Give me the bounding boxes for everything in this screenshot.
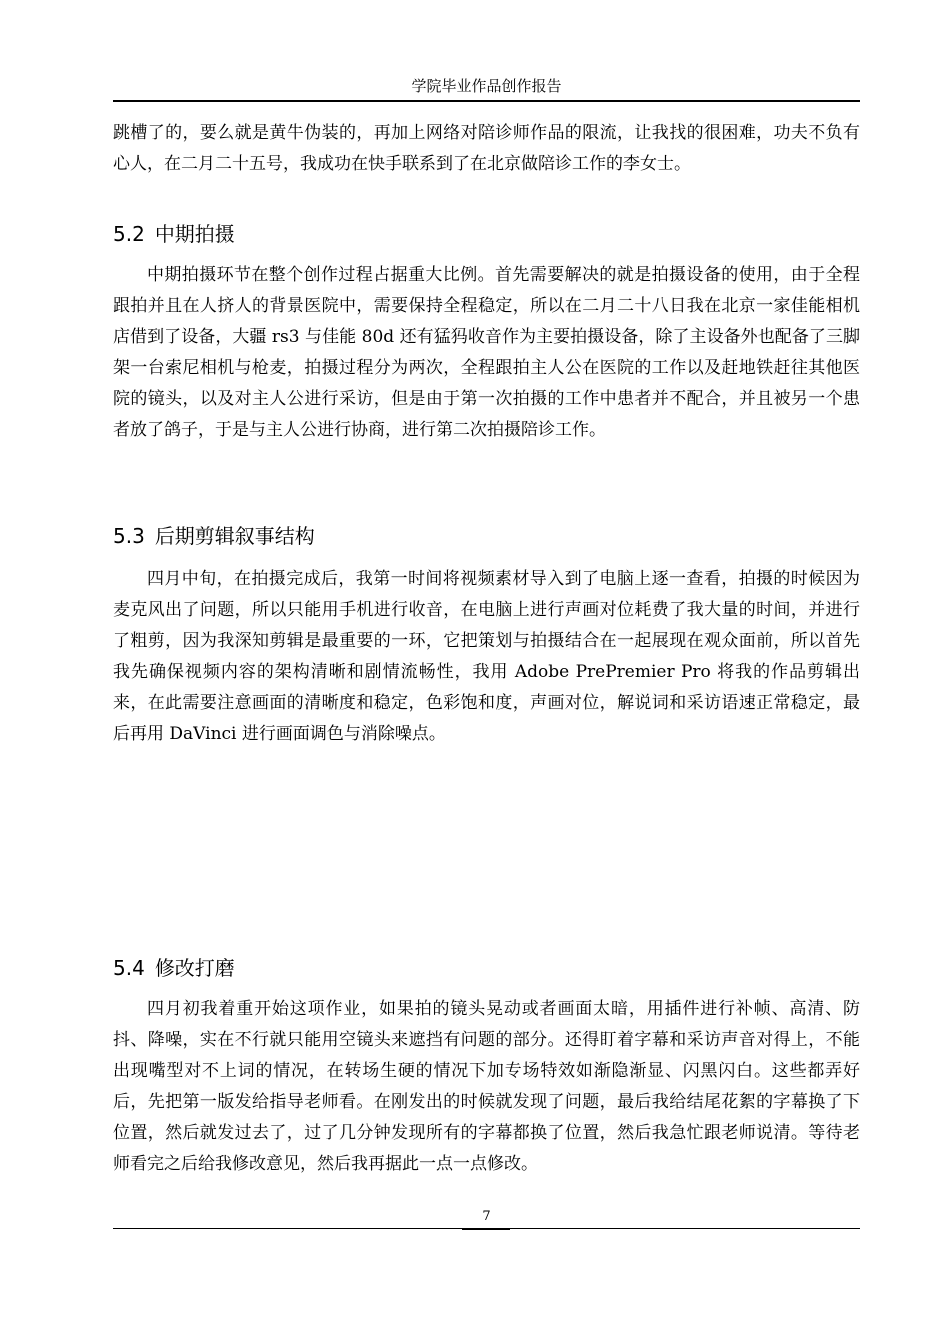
section-body-5-2: 中期拍摄环节在整个创作过程占据重大比例。首先需要解决的就是拍摄设备的使用，由于全程跟拍并且在人挤人的背景医院中，需要保持全程稳定，所以在二月二十八日我在北京一家佳能相机店借到了设备，大疆 rs3 与佳能 80d 还有猛犸收音作为主要拍摄设备，除了主设备外也配备了三脚架一台索尼相机与枪麦，拍摄过程分为两次，全程跟拍主人公在医院的工作以及赶地铁赶往其他医院的镜头，以及对主人公进行采访，但是由于第一次拍摄的工作中患者并不配合，并且被另一个患者放了鸽子，于是与主人公进行协商，进行第二次拍摄陪诊工作。 — [113, 265, 860, 440]
header-rule — [113, 100, 860, 102]
section-heading-5-4 — [113, 954, 860, 982]
page-number: 7 — [482, 1209, 491, 1224]
section-heading-5-2 — [113, 220, 860, 248]
section-body-5-3: 四月中旬，在拍摄完成后，我第一时间将视频素材导入到了电脑上逐一查看，拍摄的时候因为麦克风出了问题，所以只能用手机进行收音，在电脑上进行声画对位耗费了我大量的时间，并进行了粗剪，因为我深知剪辑是最重要的一环，它把策划与拍摄结合在一起展现在观众面前，所以首先我先确保视频内容的架构清晰和剧情流畅性，我用 Adobe PrePremier Pro 将我的作品剪辑出来，在此需要注意画面的清晰度和稳定，色彩饱和度，声画对位，解说词和采访语速正常稳定，最后再用 DaVinci 进行画面调色与消除噪点。 — [113, 569, 860, 744]
running-header: 学院毕业作品创作报告 — [411, 77, 562, 95]
section-heading-5-3 — [113, 522, 860, 550]
section-number: 5.3 — [113, 524, 145, 548]
intro-paragraph: 跳槽了的，要么就是黄牛伪装的，再加上网络对陪诊师作品的限流，让我找的很困难，功夫不负有心人，在二月二十五号，我成功在快手联系到了在北京做陪诊工作的李女士。 — [113, 123, 860, 174]
footer-rule-mark — [462, 1229, 510, 1230]
section-body-5-4: 四月初我着重开始这项作业，如果拍的镜头晃动或者画面太暗，用插件进行补帧、高清、防抖、降噪，实在不行就只能用空镜头来遮挡有问题的部分。还得盯着字幕和采访声音对得上，不能出现嘴型对不上词的情况，在转场生硬的情况下加专场特效如渐隐渐显、闪黑闪白。这些都弄好后，先把第一版发给指导老师看。在刚发出的时候就发现了问题，最后我给结尾花絮的字幕换了下位置，然后就发过去了，过了几分钟发现所有的字幕都换了位置，然后我急忙跟老师说清。等待老师看完之后给我修改意见，然后我再据此一点一点修改。 — [113, 999, 860, 1174]
section-number: 5.4 — [113, 956, 145, 980]
section-number: 5.2 — [113, 222, 145, 246]
section-title: 后期剪辑叙事结构 — [154, 524, 315, 548]
section-title: 中期拍摄 — [154, 222, 235, 246]
section-title: 修改打磨 — [154, 956, 235, 980]
